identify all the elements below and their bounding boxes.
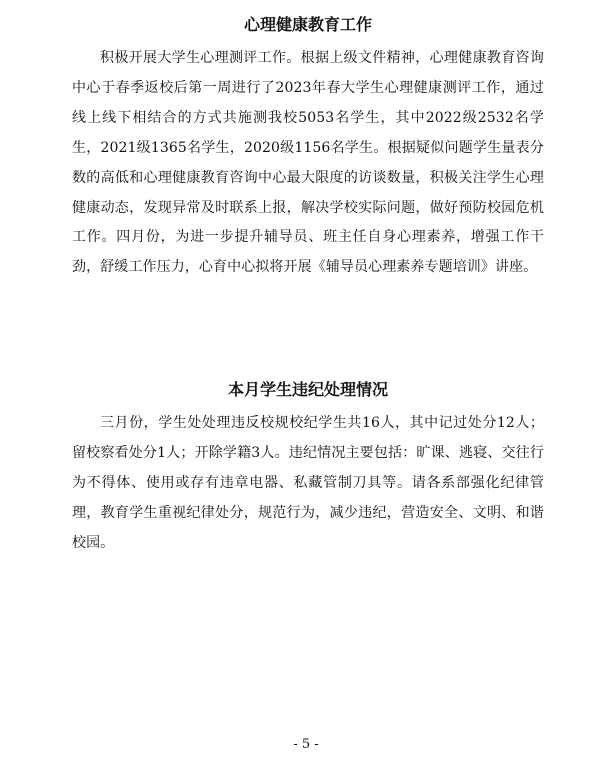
section-title: 心理健康教育工作 <box>243 15 372 34</box>
section-paragraph: 积极开展大学生心理测评工作。根据上级文件精神，心理健康教育咨询中心于春季返校后第一周进行了2023年春大学生心理健康测评工作，通过线上线下相结合的方式共施测我校5053名学生，其中2022级2532名学生，2021级1365名学生，2020级1156名学生。根据疑似问题学生量表分数的高低和心理健康教育咨询中心最大限度的访谈数量，积极关注学生心理健康动态，发现异常及时联系上报，解决学校实际问题，做好预防校园危机工作。四月份，为进一步提升辅导员、班主任自身心理素养，增强工作干劲，舒缓工作压力，心育中心拟将开展《辅导员心理素养专题培训》讲座。 <box>72 50 544 276</box>
section-title: 本月学生违纪处理情况 <box>227 380 388 399</box>
section-mental-health <box>72 14 544 283</box>
section-paragraph: 三月份，学生处处理违反校规校纪学生共16人，其中记过处分12人；留校察看处分1人；开除学籍3人。违纪情况主要包括：旷课、逃寝、交往行为不得体、使用或存有违章电器、私藏管制刀具等。请各系部强化纪律管理，教育学生重视纪律处分，规范行为，减少违纪，营造安全、文明、和谐校园。 <box>72 415 544 551</box>
section-discipline <box>72 379 544 559</box>
page-number: - 5 - <box>293 737 319 752</box>
